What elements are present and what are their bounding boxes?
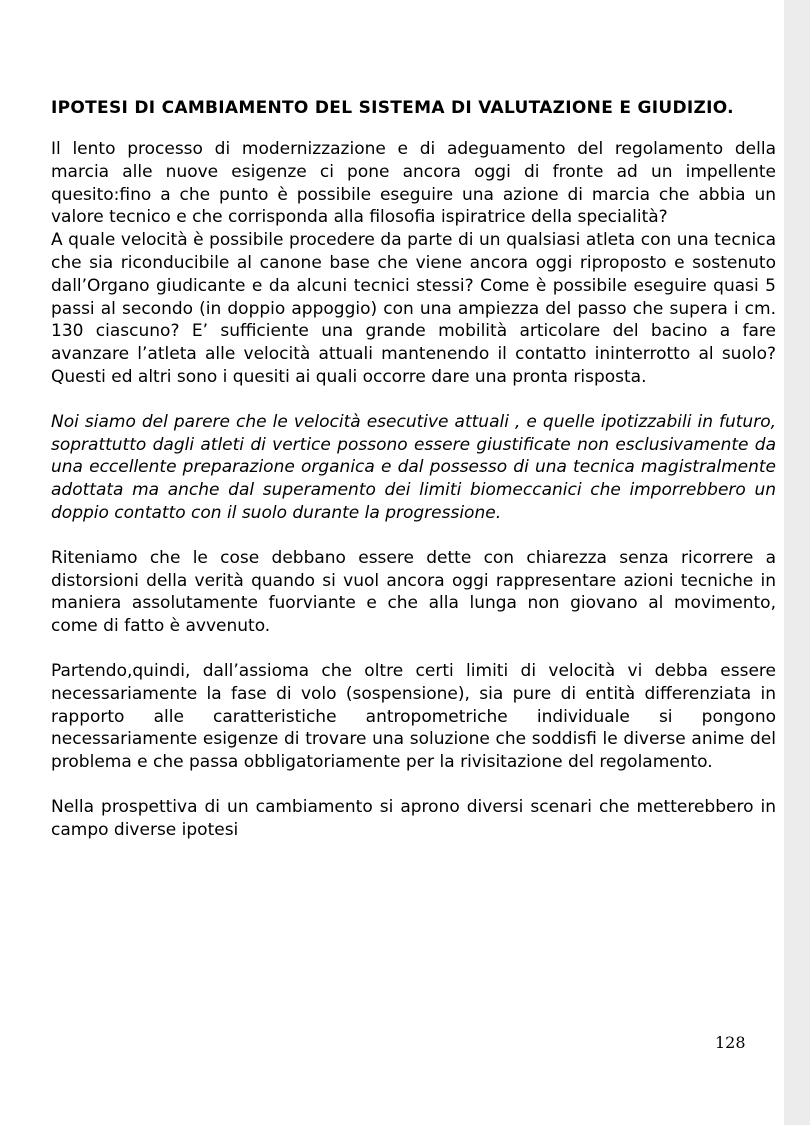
section-title: IPOTESI DI CAMBIAMENTO DEL SISTEMA DI VALUTAZIONE E GIUDIZIO. bbox=[51, 98, 734, 118]
paragraph-intro: Il lento processo di modernizzazione e di adeguamento del regolamento della marcia alle nuove esigenze ci pone ancora oggi di fronte ad un impellente quesito:fino a che punto è possibile eseguire una azione di marcia che abbia un valore tecnico e che corrisponda alla filosofia ispiratrice della specialità? bbox=[51, 139, 776, 228]
page-number: 128 bbox=[715, 1033, 746, 1052]
paragraph-scenarios: Nella prospettiva di un cambiamento si aprono diversi scenari che metterebbero in campo diverse ipotesi bbox=[51, 796, 776, 840]
page-side-margin bbox=[784, 0, 810, 1125]
spacer bbox=[51, 774, 776, 796]
spacer bbox=[51, 389, 776, 411]
paragraph-clarity: Riteniamo che le cose debbano essere dette con chiarezza senza ricorrere a distorsioni della verità quando si vuol ancora oggi rappresentare azioni tecniche in maniera assolutamente fuorviante e che alla lunga non giovano al movimento, come di fatto è avvenuto. bbox=[51, 547, 776, 637]
spacer bbox=[51, 525, 776, 547]
paragraph-opinion: Noi siamo del parere che le velocità esecutive attuali , e quelle ipotizzabili in futuro, soprattutto dagli atleti di vertice possono essere giustificate non esclusivamente da una eccellente preparazione organica e dal possesso di una tecnica magistralmente adottata ma anche dal superamento dei limiti biomeccanici che imporrebbero un doppio contatto con il suolo durante la progressione. bbox=[51, 411, 776, 523]
paragraph-axiom: Partendo,quindi, dall’assioma che oltre certi limiti di velocità vi debba essere necessariamente la fase di volo (sospensione), sia pure di entità differenziata in rapporto alle caratteristiche antropometriche individuale si pongono necessariamente esigenze di trovare una soluzione che soddisfi le diverse anime del problema e che passa obbligatoriamente per la rivisitazione del regolamento. bbox=[51, 660, 776, 773]
spacer bbox=[51, 638, 776, 660]
spacer bbox=[51, 120, 776, 138]
document-body bbox=[51, 96, 776, 842]
paragraph-questions: A quale velocità è possibile procedere da parte di un qualsiasi atleta con una tecnica che sia riconducibile al canone base che viene ancora oggi riproposto e sostenuto dall’Organo giudicante e da alcuni tecnici stessi? Come è possibile eseguire quasi 5 passi al secondo (in doppio appoggio) con una ampiezza del passo che supera i cm. 130 ciascuno? E’ sufficiente una grande mobilità articolare del bacino a fare avanzare l’atleta alle velocità attuali mantenendo il contatto ininterrotto al suolo? Questi ed altri sono i quesiti ai quali occorre dare una pronta risposta. bbox=[51, 230, 776, 387]
